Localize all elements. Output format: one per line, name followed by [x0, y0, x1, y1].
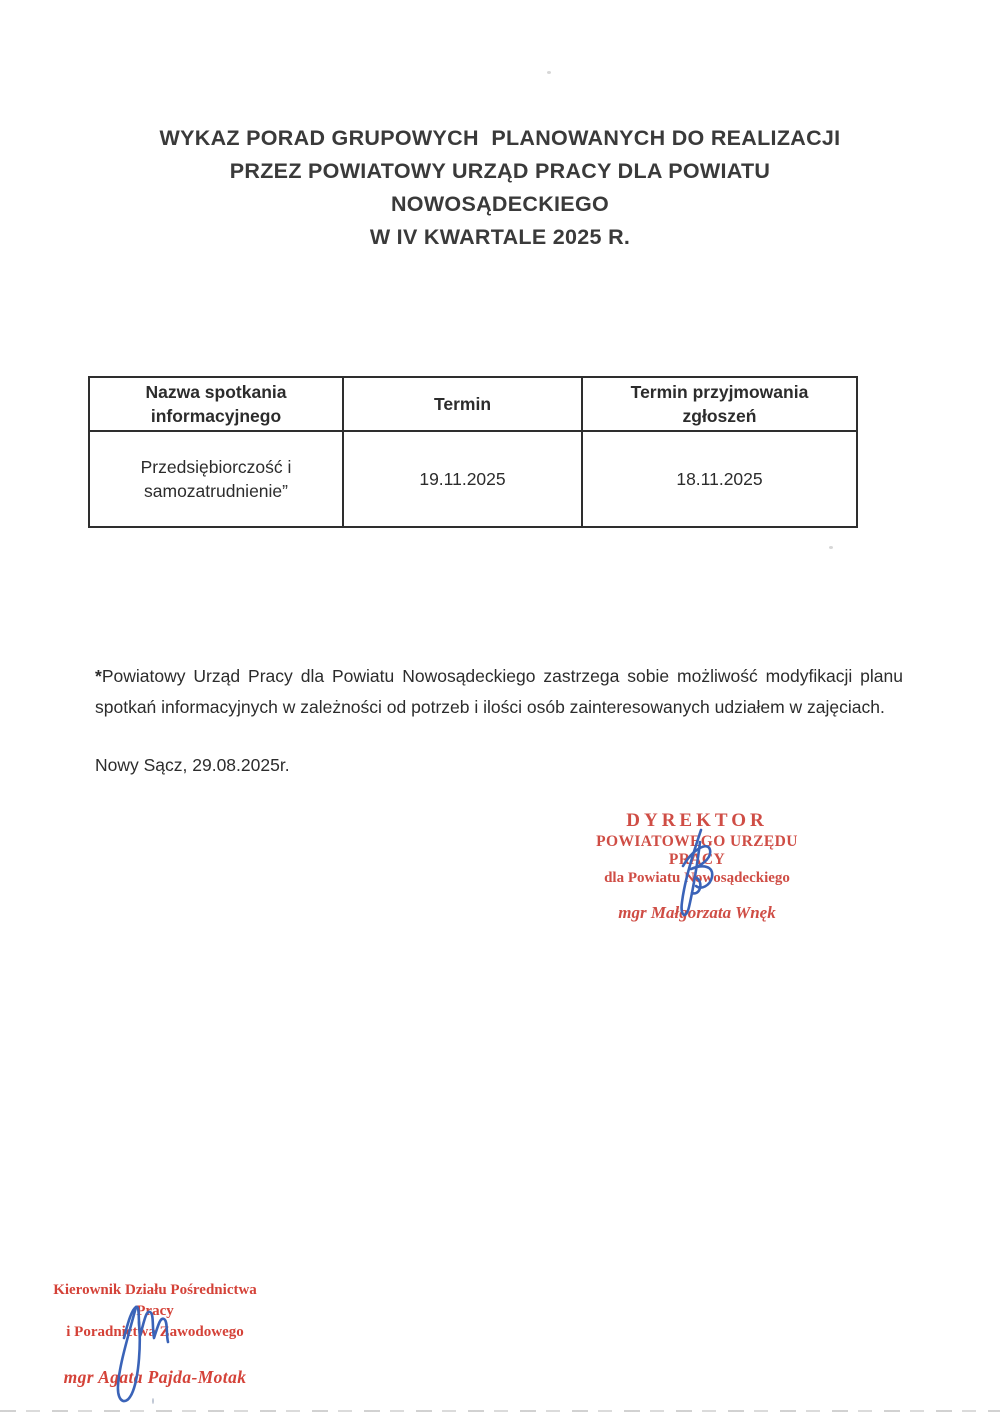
scan-speck — [547, 71, 551, 74]
director-stamp — [572, 810, 822, 923]
dateline: Nowy Sącz, 29.08.2025r. — [95, 755, 290, 775]
footnote-paragraph — [95, 661, 903, 723]
footnote-text: Powiatowy Urząd Pracy dla Powiatu Nowosądeckiego zastrzega sobie możliwość modyfikacji planu spotkań informacyjnych w zależności od potrzeb i ilości osób zainteresowanych udziałem w zajęciach. — [95, 665, 903, 717]
scan-speck — [152, 1398, 154, 1404]
document-title — [0, 122, 1000, 254]
director-stamp-title: DYREKTOR — [626, 810, 768, 831]
manager-stamp-title-1: Kierownik Działu Pośrednictwa Pracy — [53, 1282, 257, 1319]
manager-stamp-title-2: i Poradnictwa Zawodowego — [66, 1324, 244, 1340]
table-header-row — [89, 377, 857, 431]
title-line-1: WYKAZ PORAD GRUPOWYCH PLANOWANYCH DO REALIZACJI — [159, 126, 841, 150]
table-header-termin: Termin — [343, 377, 582, 431]
table-header-zgloszenia: Termin przyjmowania zgłoszeń — [582, 377, 857, 431]
director-stamp-org: POWIATOWEGO URZĘDU PRACY — [596, 833, 798, 868]
director-stamp-region: dla Powiatu Nowosądeckiego — [604, 870, 790, 886]
manager-stamp — [38, 1280, 272, 1388]
meetings-table — [88, 376, 858, 528]
scan-speck — [829, 546, 833, 549]
footnote-marker: * — [95, 665, 102, 686]
title-line-4: W IV KWARTALE 2025 R. — [369, 225, 631, 249]
table-cell-meeting-name: Przedsiębiorczość i samozatrudnienie” — [89, 431, 343, 527]
scan-bottom-edge — [0, 1410, 1000, 1412]
table-header-meeting-name: Nazwa spotkania informacyjnego — [89, 377, 343, 431]
table-cell-termin: 19.11.2025 — [343, 431, 582, 527]
manager-stamp-name: mgr Agata Pajda-Motak — [63, 1367, 247, 1387]
table-row — [89, 431, 857, 527]
table-cell-zgloszenia: 18.11.2025 — [582, 431, 857, 527]
director-stamp-name: mgr Małgorzata Wnęk — [618, 903, 776, 922]
title-line-3: NOWOSĄDECKIEGO — [390, 192, 609, 216]
title-line-2: PRZEZ POWIATOWY URZĄD PRACY DLA POWIATU — [229, 159, 771, 183]
